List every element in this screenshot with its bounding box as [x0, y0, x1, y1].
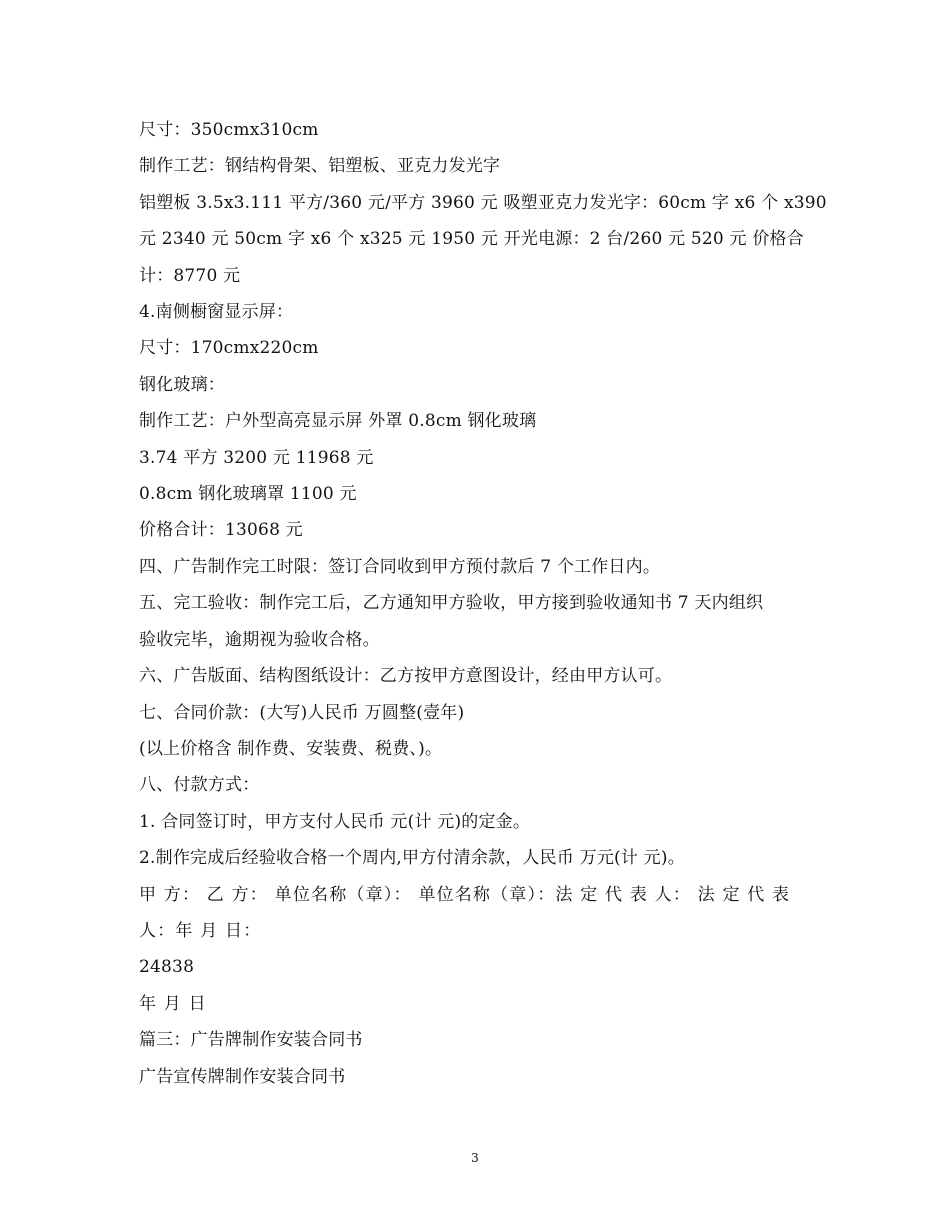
document-title: 广告宣传牌制作安装合同书: [139, 1066, 346, 1087]
clause-line: 六、广告版面、结构图纸设计：乙方按甲方意图设计，经由甲方认可。: [139, 666, 673, 687]
text-line: 0.8cm 钢化玻璃罩 1100 元: [139, 484, 357, 505]
clause-line: 五、完工验收：制作完工后，乙方通知甲方验收，甲方接到验收通知书 7 天内组织: [139, 593, 764, 614]
payment-line: 1. 合同签订时，甲方支付人民币 元(计 元)的定金。: [139, 811, 531, 832]
text-line: 铝塑板 3.5x3.111 平方/360 元/平方 3960 元 吸塑亚克力发光字：60cm 字 x6 个 x390: [139, 192, 827, 213]
document-body: [139, 112, 827, 1095]
clause-line: 四、广告制作完工时限：签订合同收到甲方预付款后 7 个工作日内。: [139, 556, 661, 577]
section-title: 篇三：广告牌制作安装合同书: [139, 1030, 363, 1051]
clause-line: 七、合同价款：(大写)人民币 万圆整(壹年): [139, 702, 465, 723]
text-line: 制作工艺：户外型高亮显示屏 外罩 0.8cm 钢化玻璃: [139, 411, 537, 432]
page-number: 3: [471, 1151, 479, 1165]
text-line: 钢化玻璃：: [139, 374, 225, 395]
text-line: (以上价格含 制作费、安装费、税费、)。: [139, 738, 443, 759]
text-line: 计：8770 元: [139, 265, 241, 286]
text-line: 元 2340 元 50cm 字 x6 个 x325 元 1950 元 开光电源：2 台/260 元 520 元 价格合: [139, 229, 804, 250]
signature-line: 人：年 月 日：: [139, 920, 262, 941]
date-line: 年 月 日: [139, 993, 207, 1014]
text-line: 制作工艺：钢结构骨架、铝塑板、亚克力发光字: [139, 156, 501, 177]
text-line: 价格合计：13068 元: [139, 520, 303, 541]
section-heading: 4.南侧橱窗显示屏：: [139, 302, 294, 323]
text-line: 验收完毕，逾期视为验收合格。: [139, 629, 380, 650]
text-line: 3.74 平方 3200 元 11968 元: [139, 447, 374, 468]
payment-line: 2.制作完成后经验收合格一个周内,甲方付清余款，人民币 万元(计 元)。: [139, 848, 685, 869]
clause-line: 八、付款方式：: [139, 775, 260, 796]
signature-line: 甲 方： 乙 方： 单位名称（章）： 单位名称（章）：法 定 代 表 人： 法 定 代 表: [139, 884, 791, 905]
text-line: 尺寸：170cmx220cm: [139, 338, 319, 359]
text-line: 尺寸：350cmx310cm: [139, 120, 319, 140]
text-line: 24838: [139, 957, 195, 978]
